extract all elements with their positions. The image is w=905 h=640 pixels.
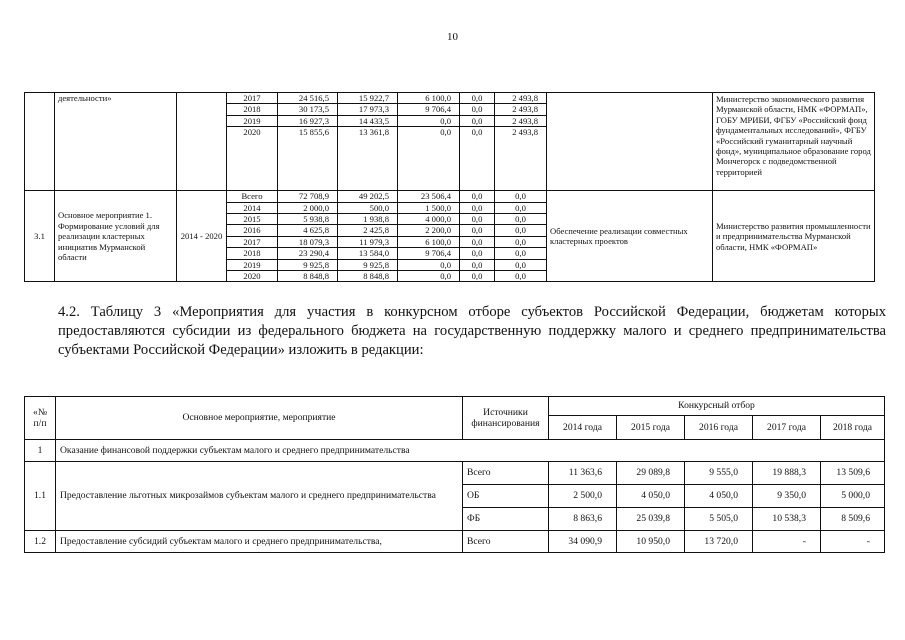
table-row: 2018 30 173,5 17 973,3 9 706,4 0,0 2 493,8 bbox=[25, 104, 875, 115]
row-number: 3.1 bbox=[25, 191, 55, 282]
table-row: 2015 5 938,8 1 938,8 4 000,0 0,0 0,0 bbox=[25, 214, 875, 225]
table-row: 2014 2 000,0 500,0 1 500,0 0,0 0,0 bbox=[25, 202, 875, 213]
table-row: 1.2 Предоставление субсидий субъектам малого и среднего предпринимательства, Всего 34 090,9 10 950,0 13 720,0 - - bbox=[25, 531, 885, 553]
table-header-row bbox=[25, 397, 885, 416]
header-year: 2015 года bbox=[617, 416, 685, 440]
table-row: деятельности» 2017 24 516,5 15 922,7 6 100,0 0,0 2 493,8 Министерство экономического развития Мурманской области, НМК «ФОРМАП», ГОБУ МРИБИ, ФГБУ «Российский фонд фундаментальных исследований», ФГБУ «Российский гуманитарный научный фонд», муниципальное образование город Мончегорск с подведомственной территорией bbox=[25, 93, 875, 104]
table-row: ОБ 2 500,0 4 050,0 4 050,0 9 350,0 5 000,0 bbox=[25, 485, 885, 508]
activity-name: Основное мероприятие 1. Формирование условий для реализации кластерных инициатив Мурманской области bbox=[55, 191, 177, 282]
competitive-selection-table bbox=[24, 396, 885, 553]
header-year: 2018 года bbox=[821, 416, 885, 440]
activity-name: деятельности» bbox=[55, 93, 177, 191]
table-row: 2019 9 925,8 9 925,8 0,0 0,0 0,0 bbox=[25, 259, 875, 270]
header-number: «№ п/п bbox=[25, 397, 56, 440]
header-year: 2017 года bbox=[753, 416, 821, 440]
expected-result: Обеспечение реализации совместных кластерных проектов bbox=[547, 191, 713, 282]
header-year: 2014 года bbox=[549, 416, 617, 440]
header-activity: Основное мероприятие, мероприятие bbox=[56, 397, 463, 440]
table-row: 1 Оказание финансовой поддержки субъектам малого и среднего предпринимательства bbox=[25, 440, 885, 462]
program-activities-table bbox=[24, 92, 875, 282]
header-year: 2016 года bbox=[685, 416, 753, 440]
table-row: 2020 8 848,8 8 848,8 0,0 0,0 0,0 bbox=[25, 271, 875, 282]
header-selection: Конкурсный отбор bbox=[549, 397, 885, 416]
table-row: 3.1 Основное мероприятие 1. Формирование условий для реализации кластерных инициатив Мурманской области 2014 - 2020 Всего 72 708,9 49 202,5 23 506,4 0,0 0,0 Обеспечение реализации совместных кластерных проектов Министерство развития промышленности и предпринимательства Мурманской области, НМК «ФОРМАП» bbox=[25, 191, 875, 202]
table-row: 2017 18 079,3 11 979,3 6 100,0 0,0 0,0 bbox=[25, 236, 875, 247]
responsible-executors: Министерство развития промышленности и предпринимательства Мурманской области, НМК «ФОРМАП» bbox=[713, 191, 875, 282]
page-number: 10 bbox=[447, 31, 458, 43]
period: 2014 - 2020 bbox=[177, 191, 227, 282]
table-row: 2018 23 290,4 13 584,0 9 706,4 0,0 0,0 bbox=[25, 248, 875, 259]
header-sources: Источники финансирования bbox=[463, 397, 549, 440]
amendment-paragraph: 4.2. Таблицу 3 «Мероприятия для участия в конкурсном отборе субъектов Российской Федерации, бюджетам которых предоставляются субсидии из федерального бюджета на государственную поддержку малого и среднего предпринимательства субъектами Российской Федерации» изложить в редакции: bbox=[58, 304, 886, 358]
table-row: ФБ 8 863,6 25 039,8 5 505,0 10 538,3 8 509,6 bbox=[25, 508, 885, 531]
table-row: 1.1 Предоставление льготных микрозаймов субъектам малого и среднего предпринимательства Всего 11 363,6 29 089,8 9 555,0 19 888,3 13 509,6 bbox=[25, 462, 885, 485]
responsible-executors: Министерство экономического развития Мурманской области, НМК «ФОРМАП», ГОБУ МРИБИ, ФГБУ «Российский фонд фундаментальных исследований», ФГБУ «Российский гуманитарный научный фонд», муниципальное образование город Мончегорск с подведомственной территорией bbox=[713, 93, 875, 191]
table-row: 2020 15 855,6 13 361,8 0,0 0,0 2 493,8 bbox=[25, 127, 875, 191]
table-row: 2016 4 625,8 2 425,8 2 200,0 0,0 0,0 bbox=[25, 225, 875, 236]
table-row: 2019 16 927,3 14 433,5 0,0 0,0 2 493,8 bbox=[25, 115, 875, 126]
